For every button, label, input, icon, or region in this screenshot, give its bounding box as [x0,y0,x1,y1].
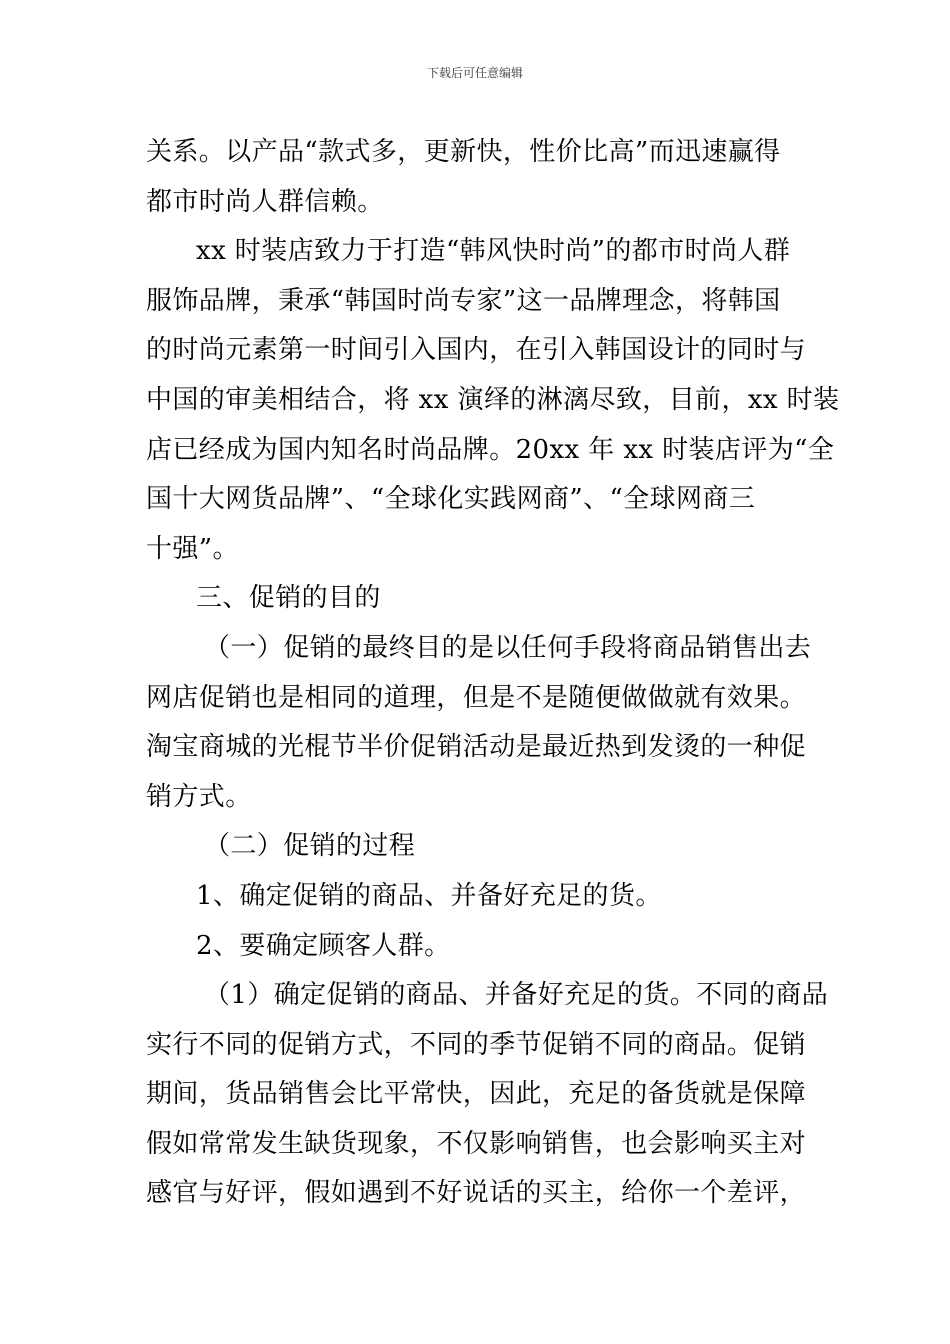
list-item: 1、确定促销的商品、并备好充足的货。 [196,880,662,911]
text-line: xx 时装店致力于打造“韩风快时尚”的都市时尚人群 [196,236,791,267]
text-line: 都市时尚人群信赖。 [146,186,384,217]
text-line: 网店促销也是相同的道理，但是不是随便做做就有效果。 [146,682,807,713]
text-line: 十强”。 [146,533,239,564]
text-line: 国十大网货品牌”、“全球化实践网商”、“全球网商三 [146,484,756,515]
text-line: 的时尚元素第一时间引入国内，在引入韩国设计的同时与 [146,335,807,366]
list-item: 2、要确定顾客人群。 [196,930,451,961]
text-line: 中国的审美相结合，将 xx 演绎的淋漓尽致，目前，xx 时装 [146,384,840,415]
text-line: 关系。以产品“款式多，更新快，性价比高”而迅速赢得 [146,137,781,167]
text-line: （1）确定促销的商品、并备好充足的货。不同的商品 [204,980,829,1011]
section-heading: 三、促销的目的 [196,583,381,614]
text-line: 实行不同的促销方式，不同的季节促销不同的商品。促销 [146,1029,807,1060]
text-line: 销方式。 [146,781,252,812]
text-line: 期间，货品销售会比平常快，因此，充足的备货就是保障 [146,1079,807,1110]
text-line: 感官与好评，假如遇到不好说话的买主，给你一个差评， [146,1178,807,1209]
text-line: （一）促销的最终目的是以任何手段将商品销售出去 [204,632,812,663]
text-line: 店已经成为国内知名时尚品牌。20xx 年 xx 时装店评为“全 [146,434,835,465]
text-line: 淘宝商城的光棍节半价促销活动是最近热到发烫的一种促 [146,732,807,763]
text-line: 服饰品牌，秉承“韩国时尚专家”这一品牌理念，将韩国 [146,285,781,316]
subsection-heading: （二）促销的过程 [204,831,416,862]
text-line: 假如常常发生缺货现象，不仅影响销售，也会影响买主对 [146,1128,807,1159]
document-body [146,128,840,1219]
page-header: 下载后可任意编辑 [426,66,523,80]
